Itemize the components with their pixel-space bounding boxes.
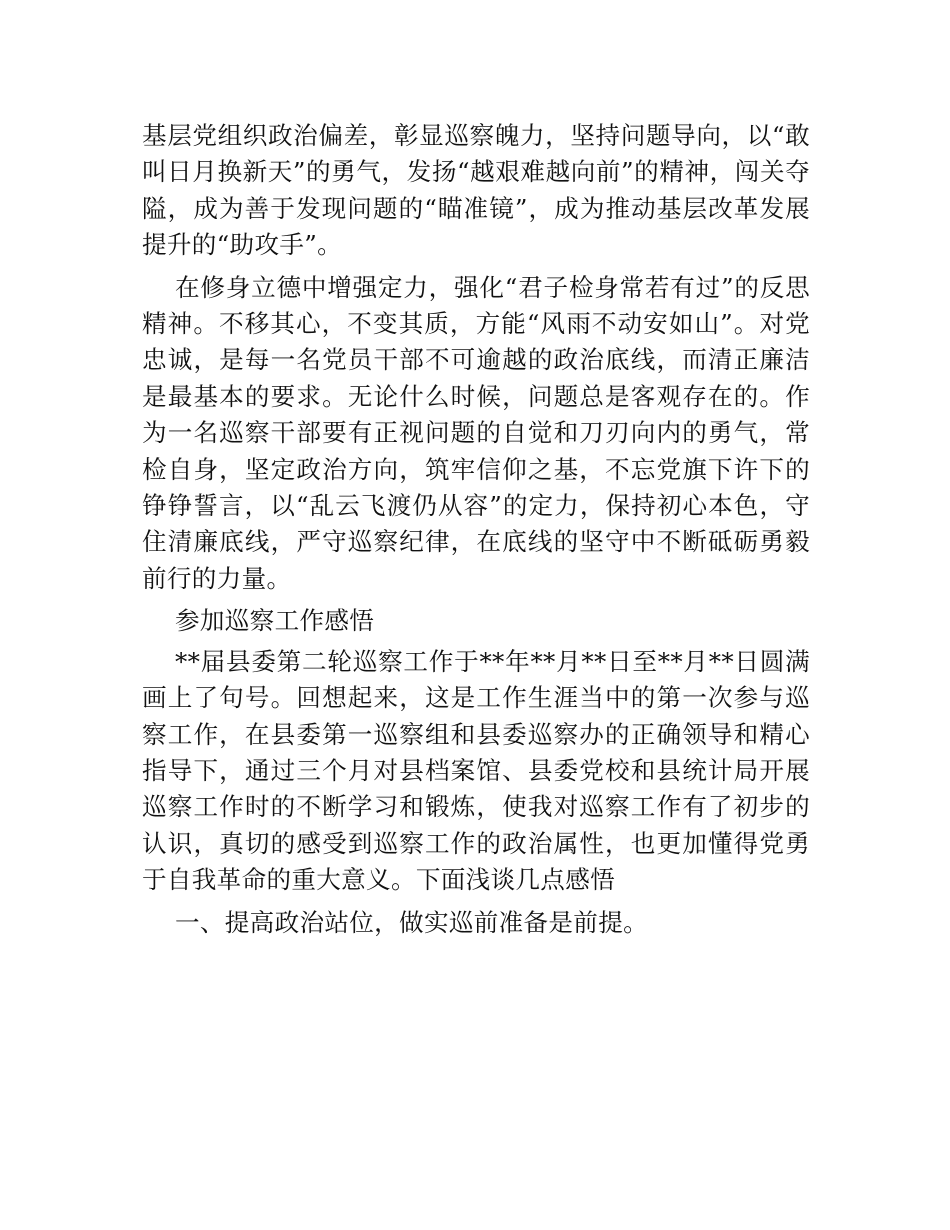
paragraph-continuation: 基层党组织政治偏差，彰显巡察魄力，坚持问题导向，以“敢叫日月换新天”的勇气，发扬“越艰难越向前”的精神，闯关夺隘，成为善于发现问题的“瞄准镜”，成为推动基层改革发展提升的“助攻手”。 (142, 121, 810, 260)
paragraph-self-discipline: 在修身立德中增强定力，强化“君子检身常若有过”的反思精神。不移其心，不变其质，方能“风雨不动安如山”。对党忠诚，是每一名党员干部不可逾越的政治底线，而清正廉洁是最基本的要求。无论什么时候，问题总是客观存在的。作为一名巡察干部要有正视问题的自觉和刀刃向内的勇气，常检自身，坚定政治方向，筑牢信仰之基，不忘党旗下许下的铮铮誓言，以“乱云飞渡仍从容”的定力，保持初心本色，守住清廉底线，严守巡察纪律，在底线的坚守中不断砥砺勇毅前行的力量。 (142, 272, 810, 593)
document-title: 参加巡察工作感悟 (175, 606, 375, 636)
document-page (142, 118, 810, 941)
section-heading-1: 一、提高政治站位，做实巡前准备是前提。 (175, 907, 648, 937)
paragraph-intro: **届县委第二轮巡察工作于**年**月**日至**月**日圆满画上了句号。回想起来，这是工作生涯当中的第一次参与巡察工作，在县委第一巡察组和县委巡察办的正确领导和精心指导下，通过三个月对县档案馆、县委党校和县统计局开展巡察工作时的不断学习和锻炼，使我对巡察工作有了初步的认识，真切的感受到巡察工作的政治属性，也更加懂得党勇于自我革命的重大意义。下面浅谈几点感悟 (142, 646, 810, 895)
